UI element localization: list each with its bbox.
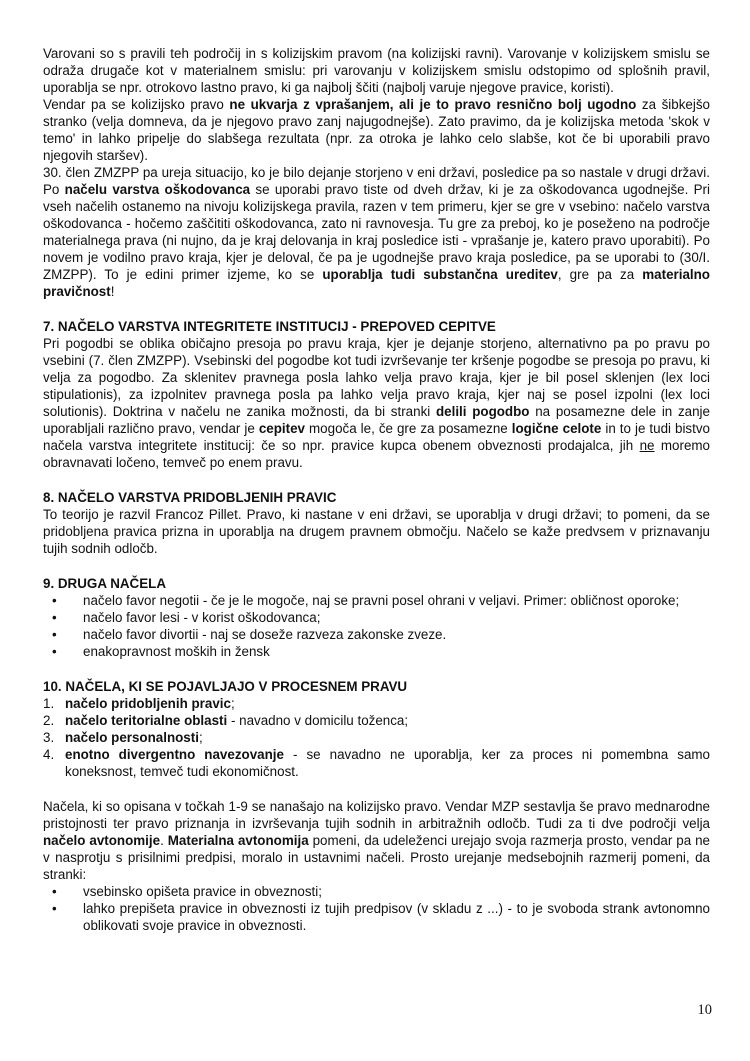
text-run: ; — [198, 730, 203, 745]
bullet-marker: • — [52, 593, 57, 608]
text-run: moremo obravnavati ločeno, temveč po enem pravu. — [43, 438, 710, 470]
text-run: načelo avtonomije — [43, 833, 161, 848]
text-run: Varovani so s pravili teh področij in s kolizijskim pravom (na kolizijski ravni). Varovanje v kolizijskem smislu se odraža drugače kot v materialnem smislu: pri varovanju v kolizijskem smislu odstopimo od splošnih pravil, uporablja se npr. otrokovo lastno pravo, ki ga najbolj ščiti (najbolj varuje njegove pravice, koristi). — [43, 46, 710, 95]
text-run: Materialna avtonomija — [167, 833, 309, 848]
list-item-text — [65, 746, 710, 780]
text-run: načelo favor negotii - če je le mogoče, naj se pravni posel ohrani v veljavi. Primer: obličnost oporoke; — [83, 593, 680, 608]
list-item-text — [65, 729, 710, 746]
text-run: delili pogodbo — [435, 404, 530, 419]
text-run: ; — [230, 696, 235, 711]
text-run: To teorijo je razvil Francoz Pillet. Pravo, ki nastane v eni državi, se uporablja v drugi državi; to pomeni, da se pridobljena pravica prizna in uporablja na drugem pravnem območju. Načelo se kaže predvsem v priznavanju tujih sodnih odločb. — [43, 507, 710, 556]
list-item — [43, 592, 710, 609]
text-run: enakopravnost moških in žensk — [83, 644, 270, 659]
paragraph — [43, 798, 710, 883]
text-run: 7. NAČELO VARSTVA INTEGRITETE INSTITUCIJ - PREPOVED CEPITVE — [43, 319, 496, 334]
list-item-text — [65, 695, 710, 712]
text-run: načelo favor divortii - naj se doseže razveza zakonske zveze. — [83, 627, 447, 642]
text-run: cepitev — [258, 421, 305, 436]
text-run: načelo personalnosti — [65, 730, 199, 745]
number-marker: 2. — [43, 713, 55, 728]
text-run: uporablja tudi substančna ureditev — [322, 267, 558, 282]
text-run: na posamezne dele in zanje uporabljali različno pravo, vendar je — [43, 404, 710, 436]
text-run: načelu varstva oškodovanca — [64, 182, 251, 197]
text-run: načelo favor lesi - v korist oškodovanca; — [83, 610, 321, 625]
text-run: vsebinsko opišeta pravice in obveznosti; — [83, 884, 322, 899]
list-item-text — [65, 712, 710, 729]
list-item — [43, 712, 710, 729]
section-heading — [43, 678, 710, 695]
text-run: ! — [110, 284, 115, 299]
text-run: načelo pridobljenih pravic — [65, 696, 231, 711]
text-run: Pri pogodbi se oblika običajno presoja po pravu kraja, kjer je dejanje storjeno, alternativno pa po pravu po vsebini (7. člen ZMZPP). Vsebinski del pogodbe kot tudi izvrševanje ter kršenje pogodbe se presoja po pravu, ki velja za pogodbo. Za sklenitev pravnega posla lahko velja pravo kraja, kjer je bil posel sklenjen (lex loci stipulationis), za izpolnitev pravnega posla pa lahko velja pravo kraja, kjer naj se posel izpolni (lex loci solutionis). Doktrina v načelu ne zanika možnosti, da bi stranki — [43, 336, 710, 419]
list-item-text — [83, 900, 710, 934]
list-item — [43, 746, 710, 780]
list-item — [43, 695, 710, 712]
bullet-marker: • — [52, 610, 57, 625]
number-marker: 4. — [43, 747, 55, 762]
list-item-text — [83, 883, 710, 900]
list-item-text — [83, 592, 710, 609]
text-run: 10. NAČELA, KI SE POJAVLJAJO V PROCESNEM PRAVU — [43, 679, 408, 694]
text-run: se uporabi pravo tiste od dveh držav, ki je za oškodovanca ugodnejše. Pri vseh načelih ostanemo na nivoju kolizijskega pravila, razen v tem primeru, kjer se gre v vsebino: načelo varstva oškodovanca - hočemo zaščititi oškodovanca, zato ni ravnovesja. Tu gre za preboj, ko je poseženo na področje materialnega prava (ni nujno, da je kraj delovanja in kraj posledice isti - vprašanje je, katero pravo uporabiti). Po novem je vodilno pravo kraja, kjer je deloval, če pa je ugodnejše pravo kraja posledice, pa se uporabi to (30/I. ZMZPP). To je edini primer izjeme, ko se — [43, 182, 710, 282]
text-run: logične celote — [511, 421, 602, 436]
list-item — [43, 900, 710, 934]
paragraph — [43, 335, 710, 471]
bullet-marker: • — [52, 644, 57, 659]
bullet-marker: • — [52, 901, 57, 916]
text-run: lahko prepišeta pravice in obveznosti iz tujih predpisov (v skladu z ...) - to je svoboda strank avtonomno oblikovati svoje pravice in obveznosti. — [83, 901, 710, 933]
paragraph — [43, 96, 710, 164]
page-number: 10 — [697, 1002, 712, 1018]
text-run: Vendar pa se kolizijsko pravo — [43, 97, 230, 112]
text-run: , gre pa za — [557, 267, 643, 282]
document-content — [43, 45, 710, 934]
number-marker: 1. — [43, 696, 55, 711]
section-heading — [43, 489, 710, 506]
paragraph — [43, 164, 710, 300]
list-item — [43, 626, 710, 643]
bullet-marker: • — [52, 627, 57, 642]
list-item — [43, 729, 710, 746]
text-run: mogoča le, če gre za posamezne — [305, 421, 512, 436]
text-run: in to je tudi bistvo načela varstva integritete institucij: če so npr. pravice kupca obenem obveznosti prodajalca, jih — [43, 421, 710, 453]
list-item-text — [83, 609, 710, 626]
text-run: načelo teritorialne oblasti — [65, 713, 228, 728]
section-heading — [43, 575, 710, 592]
text-run: materialno pravičnost — [43, 267, 710, 299]
text-run: za šibkejšo stranko (velja domneva, da je njegovo pravo zanj najugodnejše). Zato pravimo, da je kolizijska metoda 'skok v temo' in lahko pripelje do slabšega rezultata (npr. za otroka je lahko celo slabše, kot če bi uporabili pravo njegovih staršev). — [43, 97, 710, 163]
text-run: - se navadno ne uporablja, ker za proces ni pomembna samo koneksnost, temveč tudi ekonomičnost. — [65, 747, 710, 779]
number-marker: 3. — [43, 730, 55, 745]
bullet-marker: • — [52, 884, 57, 899]
paragraph — [43, 506, 710, 557]
section-heading — [43, 318, 710, 335]
list-item-text — [83, 626, 710, 643]
text-run: 9. DRUGA NAČELA — [43, 576, 166, 591]
text-run: . — [160, 833, 168, 848]
text-run: 30. člen ZMZPP pa ureja situacijo, ko je bilo dejanje storjeno v eni državi, posledice pa so nastale v drugi državi. Po — [43, 165, 710, 197]
text-run: ne ukvarja z vprašanjem, ali je to pravo resnično bolj ugodno — [229, 97, 637, 112]
list-item — [43, 883, 710, 900]
bullet-list — [43, 883, 710, 934]
text-run: enotno divergentno navezovanje — [65, 747, 284, 762]
text-run: Načela, ki so opisana v točkah 1-9 se nanašajo na kolizijsko pravo. Vendar MZP sestavlja še pravo mednarodne pristojnosti ter pravo priznanja in izvrševanja tujih sodnih in arbitražnih odločb. Tudi za ti dve področji velja — [43, 799, 710, 831]
bullet-list — [43, 592, 710, 660]
paragraph — [43, 45, 710, 96]
list-item — [43, 609, 710, 626]
list-item — [43, 643, 710, 660]
text-run: ne — [639, 438, 655, 453]
text-run: - navadno v domicilu toženca; — [227, 713, 409, 728]
list-item-text — [83, 643, 710, 660]
numbered-list — [43, 695, 710, 780]
text-run: pomeni, da udeleženci urejajo svoja razmerja prosto, vendar pa ne v nasprotju s prisilnimi predpisi, moralo in ustavnimi načeli. Prosto urejanje medsebojnih razmerij pomeni, da stranki: — [43, 833, 710, 882]
text-run: 8. NAČELO VARSTVA PRIDOBLJENIH PRAVIC — [43, 490, 337, 505]
